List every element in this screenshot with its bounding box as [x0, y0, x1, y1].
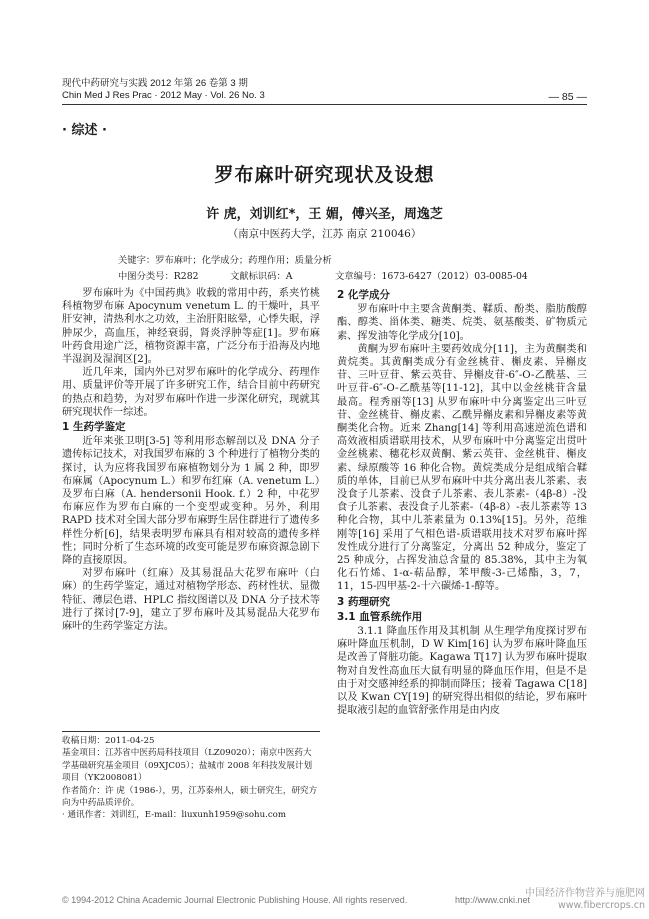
- right-column: [337, 287, 587, 718]
- journal-header: [62, 78, 265, 102]
- paragraph: 罗布麻叶中主要含黄酮类、鞣质、酚类、脂肪酸醇酯、醇类、甾体类、糖类、烷类、氨基酸类、矿物质元素、挥发油等化学成分[10]。: [337, 304, 587, 342]
- section-heading: 2 化学成分: [337, 289, 390, 301]
- paragraph: 对罗布麻叶（红麻）及其易混品大花罗布麻叶（白麻）的生药学鉴定，通过对植物学形态、药材性状、显微特征、薄层色谱、HPLC 指纹图谱以及 DNA 分子技术等进行了探讨[7-9]，建立了罗布麻叶及其易混品大花罗布麻叶的生药学鉴定方法。: [62, 568, 321, 633]
- footnote-line: 收稿日期：2011-04-25: [62, 736, 155, 746]
- article-number: 文章编号：1673-6427（2012）03-0085-04: [335, 271, 528, 282]
- author-list: 许 虎，刘训红*，王 媚，傅兴圣，周逸芝: [206, 207, 443, 222]
- journal-title-en: Chin Med J Res Prac · 2012 May · Vol. 26 No. 3: [62, 90, 265, 101]
- document-code: 文献标识码：A: [230, 271, 293, 282]
- footnote-line: 基金项目：江苏省中医药局科技项目（LZ09020）；南京中医药大学基础研究基金项目（09XJC05）；盐城市 2008 年科技发展计划项目（YK2008081）: [62, 748, 313, 784]
- paragraph: 罗布麻叶为《中国药典》收载的常用中药，系夹竹桃科植物罗布麻 Apocynum venetum L. 的干燥叶，具平肝安神，清热利水之功效，主治肝阳眩晕，心悸失眠，浮肿尿少，高血压，神经衰弱，肾炎浮肿等症[1]。罗布麻叶药食用途广泛，植物资源丰富，广泛分布于沿海及内地半湿润及湿润区[2]。: [62, 288, 320, 366]
- footnote-line: · 通讯作者：刘训红，E-mail：liuxunh1959@sohu.com: [62, 810, 286, 821]
- watermark-en: www.fibercrops.cn: [558, 900, 645, 911]
- affiliation: （南京中医药大学，江苏 南京 210046）: [227, 228, 422, 240]
- watermark-cn: 中国经济作物营养与施肥网: [525, 888, 645, 899]
- keywords: 关键字：罗布麻叶；化学成分；药理作用；质量分析: [118, 255, 332, 266]
- header-rule: [62, 104, 587, 105]
- paragraph: 近几年来，国内外已对罗布麻叶的化学成分、药理作用、质量评价等开展了许多研究工作，结合目前中药研究的热点和趋势，为对罗布麻叶作进一步深化研究，现就其研究现状作一综述。: [62, 367, 320, 418]
- paragraph: 3.1.1 降血压作用及其机制 从生理学角度探讨罗布麻叶降血压机制，D W Kim[16] 认为罗布麻叶降血压是改善了肾脏功能。Kagawa T[17] 认为罗布麻叶提取物对自发性高血压大鼠有明显的降血压作用，但是不是由于对交感神经系的抑制而降压；接着 Tagawa C[18] 以及 Kwan CY[19] 的研究得出相似的结论，罗布麻叶提取液引起的血管舒张作用是由内皮: [337, 626, 587, 717]
- cnki-link[interactable]: http://www.cnki.net: [455, 895, 531, 905]
- journal-title-cn: 现代中药研究与实践 2012 年第 26 卷第 3 期: [62, 78, 248, 89]
- footnotes: [62, 735, 320, 822]
- copyright-notice: © 1994-2012 China Academic Journal Electronic Publishing House. All rights reserved.: [62, 895, 408, 905]
- paragraph: 近年来张卫明[3-5] 等利用形态解剖以及 DNA 分子遗传标记技术，对我国罗布麻的 3 个种进行了植物分类的探讨，认为应将我国罗布麻植物划分为 1 属 2 种，即罗布麻属（Apocynum L.）和罗布红麻（A. venetum L.）及罗布白麻（A. hendersonii Hook. f.）2 种，中花罗布麻应作为罗布白麻的一个变型或变种。另外，利用 RAPD 技术对全国大部分罗布麻野生居住群进行了遗传多样性分析[6]，结果表明罗布麻具有相对较高的遗传多样性；同时分析了生态环境的改变可能是罗布麻资源急剧下降的直接原因。: [62, 436, 320, 567]
- section-heading: 3 药理研究: [337, 595, 390, 608]
- footnote-rule: [62, 731, 320, 732]
- clc-number: 中图分类号：R282: [118, 271, 199, 282]
- page-number: — 85 —: [548, 91, 587, 103]
- section-tag: · 综述 ·: [62, 123, 107, 138]
- paragraph: 黄酮为罗布麻叶主要药效成分[11]，主为黄酮类和黄烷类。其黄酮类成分有金丝桃苷、槲皮素、异槲皮苷、三叶豆苷、紫云英苷、异槲皮苷-6″-O-乙酰基、三叶豆苷-6″-O-乙酰基等[11-12]，其中以金丝桃苷含量最高。程秀丽等[13] 从罗布麻叶中分离鉴定出三叶豆苷、金丝桃苷、槲皮素、乙酰异槲皮素和异槲皮素等黄酮类化合物。近来 Zhang[14] 等利用高速逆流色谱和高效液相质谱联用技术，从罗布麻叶中分离鉴定出贯叶金丝桃素、穗花杉双黄酮、紫云英苷、金丝桃苷、槲皮素、绿原酸等 16 种化合物。黄烷类成分是组成缩合鞣质的单体，目前已从罗布麻叶中共分离出表儿茶素、表没食子儿茶素、没食子儿茶素、表儿茶素-（4β-8）-没食子儿茶素、表没食子儿茶素-（4β-8）-表儿茶素等 13 种化合物，其中儿茶素量为 0.13%[15]。另外，范维刚等[16] 采用了气相色谱-质谱联用技术对罗布麻叶挥发性成分进行了分离鉴定，分离出 52 种成分，鉴定了 25 种成分，占挥发油总含量的 85.38%，其中主为氧化石竹烯、1-α-萜品醇，苯甲酸-3-己烯酯，3，7，11，15-四甲基-2-十六碳烯-1-醇等。: [337, 343, 587, 593]
- section-heading: 3.1 血管系统作用: [337, 610, 423, 623]
- article-title: 罗布麻叶研究现状及设想: [214, 164, 435, 186]
- section-heading: 1 生药学鉴定: [62, 421, 126, 434]
- footnote-line: 作者简介：许 虎（1986-），男，江苏泰州人，硕士研究生，研究方向为中药品质评价。: [62, 785, 318, 809]
- left-column: [62, 287, 320, 633]
- site-watermark: [525, 888, 645, 911]
